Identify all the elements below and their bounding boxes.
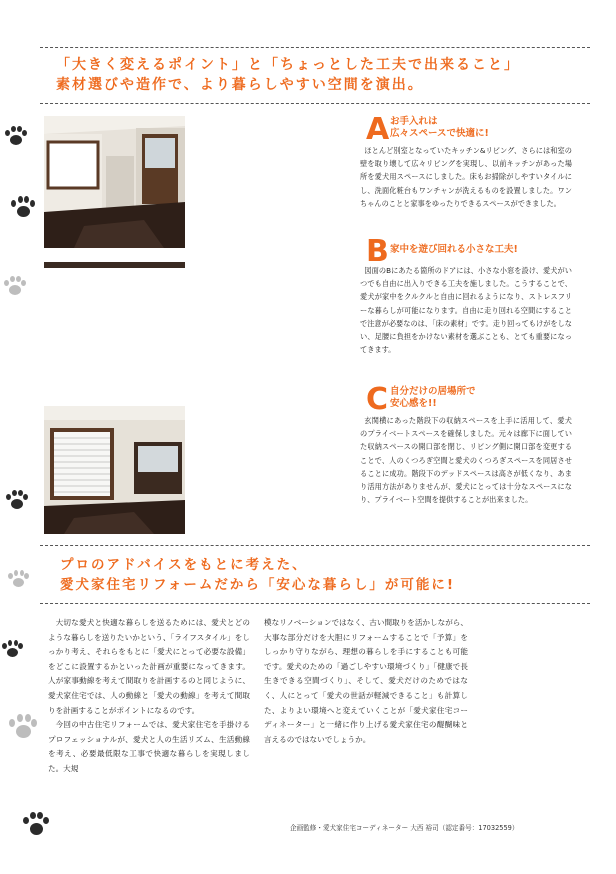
room-photo-2 — [44, 262, 185, 268]
room-photo-1 — [44, 116, 185, 248]
room-photo-3 — [44, 406, 185, 534]
paw-print-icon — [8, 570, 30, 590]
paw-print-icon — [4, 126, 28, 148]
section-c — [360, 382, 572, 506]
subhead-headline — [60, 555, 455, 595]
subhead-top-divider — [40, 545, 590, 546]
subhead-line-1: プロのアドバイスをもとに考えた、 — [60, 557, 308, 573]
header-line-2: 素材選びや造作で、より暮らしやすい空間を演出。 — [56, 77, 424, 93]
room-photo-1-image — [44, 116, 185, 248]
body-right-paragraph: 模なリノベーションではなく、古い間取りを活かしながら、大事な部分だけを大胆にリフォームすることで「予算」をしっかり守りながら、理想の暮らしを手にすることも可能です。愛犬のための「過ごしやすい環境づくり」「健康で長生きできる空間づくり」、そして、愛犬だけのためではなく、人にとって「愛犬の世話が軽減できること」も計算した、よりよい環境へと変えていくことが「愛犬家住宅コーディネーター」と一緒に作り上げる愛犬家住宅の醍醐味と言えるのではないでしょうか。 — [264, 618, 468, 744]
section-c-body: 玄関横にあった階段下の収納スペースを上手に活用して、愛犬のプライベートスペースを確保しました。元々は廊下に面していた収納スペースの開口部を閉じ、リビング側に開口部を変更することで、人のくつろぎ空間と愛犬のくつろぎスペースを同居させることに成功。階段下のデッドスペースは高さが低くなり、あまり活用方法がありませんが、愛犬にとっては十分なスペースになり、プライベート空間を提供することが出来ました。 — [360, 416, 572, 505]
section-b-title — [390, 244, 518, 256]
subhead-line-2: 愛犬家住宅リフォームだから「安心な暮らし」が可能に! — [60, 577, 455, 593]
section-b-letter: B — [366, 234, 389, 269]
body-left-paragraph-2: 今回の中古住宅リフォームでは、愛犬家住宅を手掛けるプロフェッショナルが、愛犬と人の生活リズム、生活動線を考え、必要最低限な工事で快適な暮らしを実現しました。大規 — [48, 720, 250, 773]
body-left-paragraph-1: 大切な愛犬と快適な暮らしを送るためには、愛犬とどのような暮らしを送りたいかという、「ライフスタイル」をしっかり考え、それらをもとに「愛犬にとって必要な設備」をどこに設置するかといった計画が重要になってきます。人が家事動線を考えて間取りを計画するのと同じように、愛犬家住宅では、人の動線と「愛犬の動線」を考えて間取りを計画することがポイントになるのです。 — [48, 618, 250, 715]
section-a-title — [390, 116, 489, 140]
room-photo-3-image — [44, 406, 185, 534]
paw-print-icon — [5, 490, 29, 512]
paw-print-icon — [22, 812, 50, 838]
section-a — [360, 112, 572, 210]
paw-print-icon — [3, 276, 27, 298]
section-c-title-line-1: 自分だけの居場所で — [390, 386, 476, 397]
subhead-bottom-divider — [40, 603, 590, 604]
body-left-column — [48, 616, 250, 777]
section-c-letter: C — [366, 382, 389, 417]
header-divider — [40, 103, 590, 104]
body-right-column — [264, 616, 468, 747]
section-a-body: ほとんど別室となっていたキッチン&リビング、さらには和室の壁を取り壊して広々リビングを実現し、以前キッチンがあった場所を愛犬用スペースにしました。床もお掃除がしやすいタイルにし、洗面化粧台もワンチャンが洗えるものを設置しました。ワンちゃんのことと家事をゆったりできるスペースができました。 — [360, 146, 572, 208]
paw-print-icon — [2, 640, 24, 660]
top-divider — [40, 47, 590, 48]
section-b-body: 図面のBにあたる箇所のドアには、小さな小窓を設け、愛犬がいつでも自由に出入りできる工夫を施しました。こうすることで、愛犬が家中をクルクルと自由に回れるようになり、ストレスフリーな暮らしが可能になります。自由に走り回れる空間にすることで注意が必要なのは、「床の素材」です。走り回ってもけがをしない、足腰に負担をかけない素材を選ぶことも、とても重要になってきます。 — [360, 266, 572, 355]
section-a-title-line-1: お手入れは — [390, 116, 438, 127]
section-b — [360, 234, 572, 356]
section-a-title-line-2: 広々スペースで快適に! — [390, 128, 489, 139]
header-headline — [56, 55, 520, 95]
section-c-title-line-2: 安心感を!! — [390, 398, 437, 409]
header-line-1: 「大きく変えるポイント」と「ちょっとした工夫で出来ること」 — [56, 57, 520, 73]
section-a-letter: A — [366, 112, 390, 147]
credit-line: 企画監修・愛犬家住宅コーディネーター 大西 裕司（認定番号：17032559） — [290, 824, 519, 832]
paw-print-icon — [8, 714, 38, 741]
section-c-title — [390, 386, 476, 410]
paw-print-icon — [10, 196, 36, 220]
section-b-title-line-1: 家中を遊び回れる小さな工夫! — [390, 244, 518, 255]
